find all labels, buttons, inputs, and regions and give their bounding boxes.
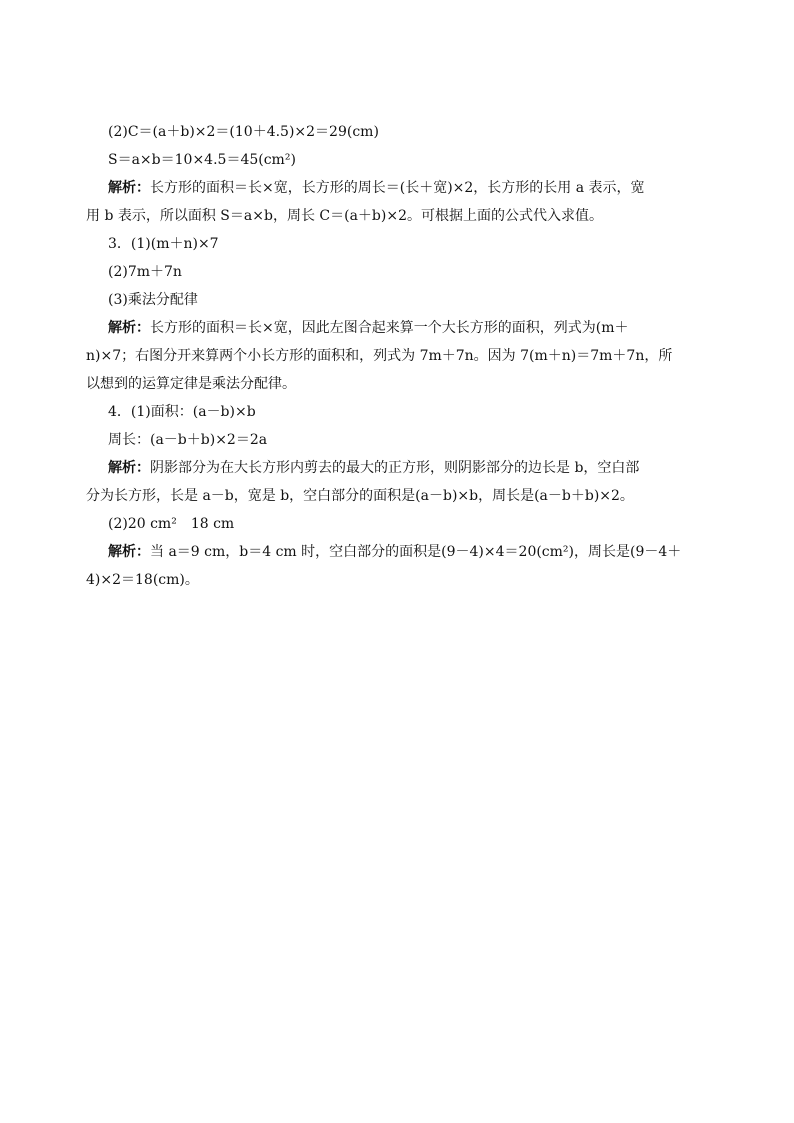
analysis-line-3-c [86,370,720,398]
line-text: (2)7m＋7n [108,264,182,280]
line-text: n)×7；右图分开来算两个小长方形的面积和，列式为 7m＋7n。因为 7(m＋n)＝7m＋7n，所 [86,348,673,364]
analysis-line-2-b [86,202,720,230]
line-text: 周长：(a－b＋b)×2＝2a [108,432,268,448]
line-text: 阴影部分为在大长方形内剪去的最大的正方形，则阴影部分的边长是 b，空白部 [150,460,640,476]
line-text: (2)20 cm² 18 cm [108,516,235,532]
line-text: 用 b 表示，所以面积 S＝a×b，周长 C＝(a＋b)×2。可根据上面的公式代入求值。 [86,208,603,224]
analysis-label: 解析： [108,180,150,196]
analysis-line-3-a [86,314,720,342]
line-text: 长方形的面积＝长×宽，长方形的周长＝(长＋宽)×2，长方形的长用 a 表示，宽 [150,180,645,196]
line-text: 分为长方形，长是 a－b，宽是 b，空白部分的面积是(a－b)×b，周长是(a－b＋b)×2。 [86,488,634,504]
answer-line-4-2 [86,510,720,538]
line-text: S＝a×b＝10×4.5＝45(cm²) [108,152,296,168]
analysis-line-4-c [86,538,720,566]
line-text: 4)×2＝18(cm)。 [86,572,199,588]
analysis-label: 解析： [108,544,150,560]
line-text: 3．(1)(m＋n)×7 [108,236,219,252]
answer-line-3-3 [86,286,720,314]
line-text: (3)乘法分配律 [108,292,198,308]
line-text: (2)C＝(a＋b)×2＝(10＋4.5)×2＝29(cm) [108,124,379,140]
analysis-line-3-b [86,342,720,370]
answer-line-2-2-area [86,146,720,174]
analysis-label: 解析： [108,460,150,476]
analysis-line-4-a [86,454,720,482]
answer-line-2-2-perimeter [86,118,720,146]
line-text: 当 a＝9 cm，b＝4 cm 时，空白部分的面积是(9－4)×4＝20(cm²)，周长是(9－4＋ [150,544,682,560]
line-text: 长方形的面积＝长×宽，因此左图合起来算一个大长方形的面积，列式为(m＋ [150,320,629,336]
analysis-line-4-d [86,566,720,594]
answer-line-4-1-perimeter [86,426,720,454]
answer-line-4-1-area [86,398,720,426]
analysis-line-4-b [86,482,720,510]
answer-line-3-1 [86,230,720,258]
line-text: 以想到的运算定律是乘法分配律。 [86,376,296,392]
line-text: 4．(1)面积：(a－b)×b [108,404,256,420]
analysis-label: 解析： [108,320,150,336]
answer-text [86,118,720,594]
analysis-line-2-a [86,174,720,202]
answer-line-3-2 [86,258,720,286]
